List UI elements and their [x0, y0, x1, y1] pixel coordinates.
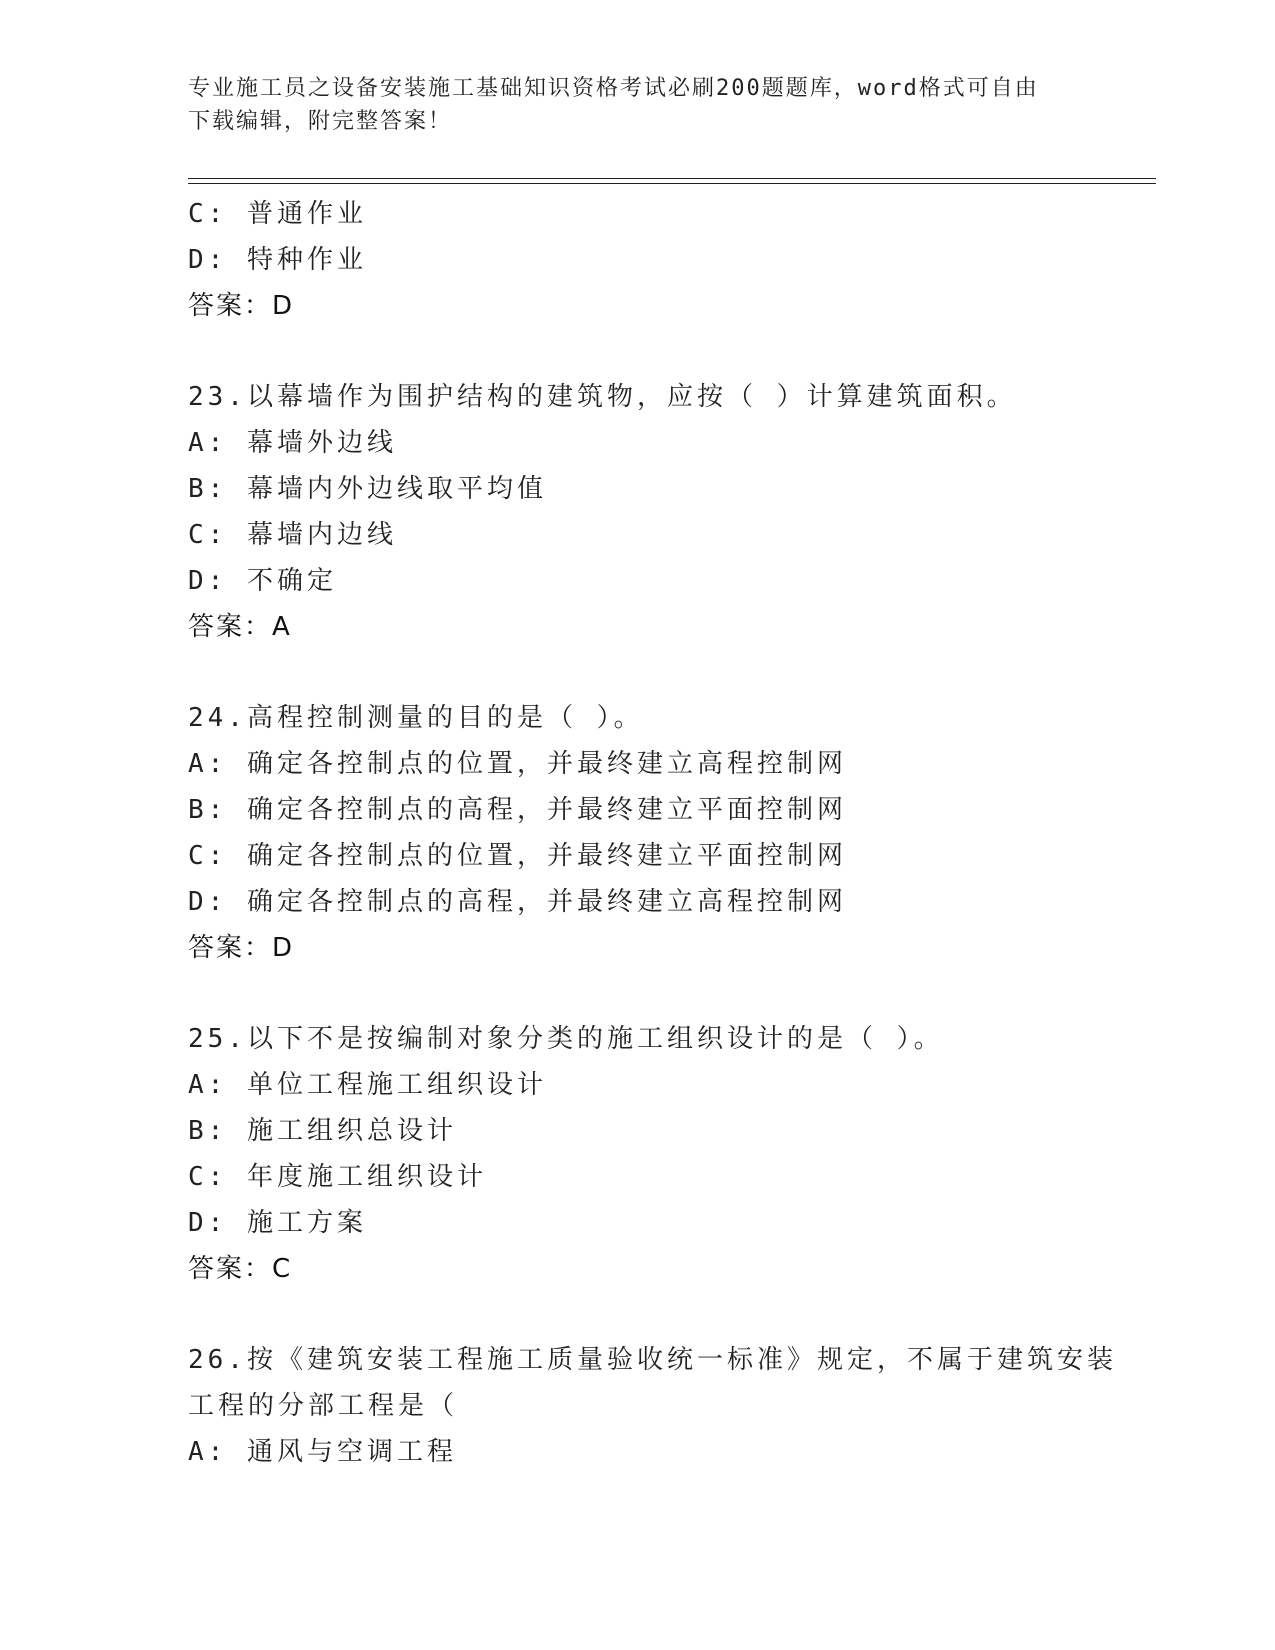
question-24: [188, 695, 1156, 971]
spacer: [188, 1292, 1156, 1337]
document-header: [188, 72, 1088, 138]
question-23: [188, 374, 1156, 650]
option-a: A: 确定各控制点的位置，并最终建立高程控制网: [188, 749, 847, 779]
header-line-2: 下载编辑，附完整答案！: [188, 109, 453, 134]
option-b: B: 幕墙内外边线取平均值: [188, 474, 547, 504]
question-stem: 23.以幕墙作为围护结构的建筑物，应按（ ）计算建筑面积。: [188, 382, 1017, 412]
question-25: [188, 1016, 1156, 1292]
question-stem: 25.以下不是按编制对象分类的施工组织设计的是（ ）。: [188, 1024, 944, 1054]
option-d: D: 特种作业: [188, 245, 367, 275]
option-d: D: 不确定: [188, 566, 337, 596]
option-d: D: 确定各控制点的高程，并最终建立高程控制网: [188, 887, 847, 917]
answer: 答案：D: [188, 933, 295, 963]
header-divider-top: [188, 178, 1156, 179]
question-stem-line-1: 26.按《建筑安装工程施工质量验收统一标准》规定，不属于建筑安装: [188, 1345, 1117, 1375]
option-d: D: 施工方案: [188, 1208, 367, 1238]
question-26: [188, 1337, 1156, 1475]
option-c: C: 确定各控制点的位置，并最终建立平面控制网: [188, 841, 847, 871]
question-content: [188, 191, 1156, 1475]
option-c: C: 普通作业: [188, 199, 367, 229]
option-a: A: 幕墙外边线: [188, 428, 397, 458]
option-c: C: 幕墙内边线: [188, 520, 397, 550]
question-stem-line-2: 工程的分部工程是（: [188, 1391, 459, 1421]
answer: 答案：C: [188, 1254, 293, 1284]
option-b: B: 确定各控制点的高程，并最终建立平面控制网: [188, 795, 847, 825]
spacer: [188, 971, 1156, 1016]
question-22-tail: [188, 191, 1156, 329]
answer: 答案：A: [188, 612, 292, 642]
spacer: [188, 650, 1156, 695]
question-stem: 24.高程控制测量的目的是（ ）。: [188, 703, 644, 733]
option-b: B: 施工组织总设计: [188, 1116, 457, 1146]
option-a: A: 单位工程施工组织设计: [188, 1070, 547, 1100]
header-divider-bottom: [188, 183, 1156, 184]
spacer: [188, 329, 1156, 374]
option-a: A: 通风与空调工程: [188, 1437, 457, 1467]
option-c: C: 年度施工组织设计: [188, 1162, 487, 1192]
answer: 答案：D: [188, 291, 295, 321]
header-line-1: 专业施工员之设备安装施工基础知识资格考试必刷200题题库，word格式可自由: [188, 76, 1039, 101]
